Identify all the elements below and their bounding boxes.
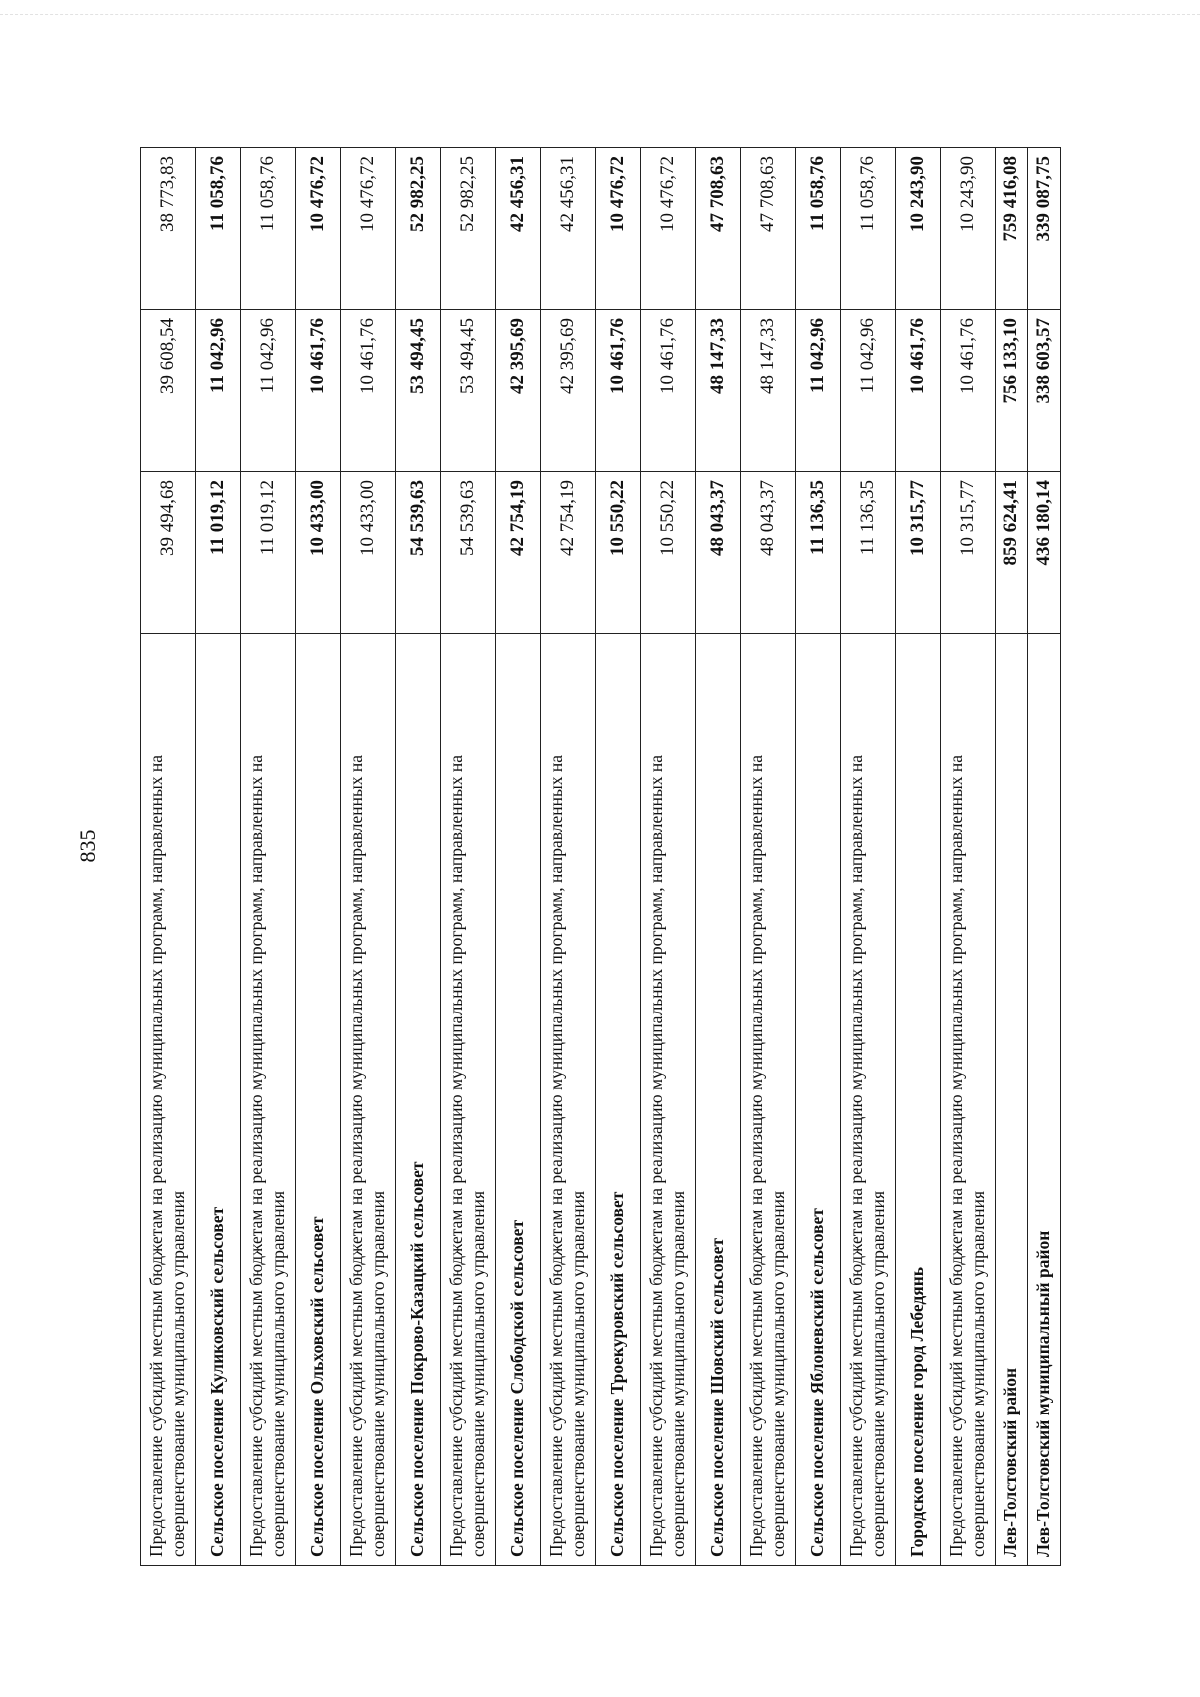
row-label: Городское поселение город Лебедянь (895, 634, 940, 1566)
row-value-2: 48 147,33 (740, 310, 795, 472)
table-row-settlement (395, 148, 440, 1566)
row-value-1: 10 550,22 (595, 472, 640, 634)
row-label: Предоставление субсидий местным бюджетам на реализацию муниципальных программ, направленных на совершенствование муниципального управления (340, 634, 395, 1566)
table-row-settlement (895, 148, 940, 1566)
table-row-description (340, 148, 395, 1566)
row-value-1: 11 136,35 (840, 472, 895, 634)
table-row-description (640, 148, 695, 1566)
row-label: Сельское поселение Покрово-Казацкий сельсовет (395, 634, 440, 1566)
row-value-1: 54 539,63 (395, 472, 440, 634)
row-value-3: 11 058,76 (240, 148, 295, 310)
row-label: Лев-Толстовский муниципальный район (1028, 634, 1061, 1566)
row-label: Предоставление субсидий местным бюджетам на реализацию муниципальных программ, направленных на совершенствование муниципального управления (940, 634, 995, 1566)
row-value-2: 10 461,76 (940, 310, 995, 472)
row-value-1: 10 433,00 (340, 472, 395, 634)
row-value-3: 339 087,75 (1028, 148, 1061, 310)
row-value-3: 42 456,31 (540, 148, 595, 310)
row-value-2: 10 461,76 (640, 310, 695, 472)
row-value-2: 10 461,76 (340, 310, 395, 472)
row-value-1: 11 019,12 (240, 472, 295, 634)
table-row-settlement (196, 148, 241, 1566)
row-value-1: 10 315,77 (940, 472, 995, 634)
row-value-3: 10 243,90 (940, 148, 995, 310)
table-row-description (141, 148, 196, 1566)
table-row-description (240, 148, 295, 1566)
row-value-3: 47 708,63 (740, 148, 795, 310)
row-label: Сельское поселение Шовский сельсовет (695, 634, 740, 1566)
row-value-1: 42 754,19 (540, 472, 595, 634)
row-value-3: 11 058,76 (196, 148, 241, 310)
row-value-3: 42 456,31 (495, 148, 540, 310)
row-value-3: 10 476,72 (340, 148, 395, 310)
row-label: Сельское поселение Куликовский сельсовет (196, 634, 241, 1566)
row-value-2: 11 042,96 (196, 310, 241, 472)
row-value-2: 53 494,45 (395, 310, 440, 472)
budget-table (140, 147, 1061, 1566)
table-row-settlement (296, 148, 341, 1566)
row-value-2: 42 395,69 (495, 310, 540, 472)
row-value-3: 38 773,83 (141, 148, 196, 310)
table-row-settlement (695, 148, 740, 1566)
row-label: Предоставление субсидий местным бюджетам на реализацию муниципальных программ, направленных на совершенствование муниципального управления (240, 634, 295, 1566)
row-value-2: 39 608,54 (141, 310, 196, 472)
row-value-3: 11 058,76 (840, 148, 895, 310)
row-value-2: 338 603,57 (1028, 310, 1061, 472)
table-row-settlement (595, 148, 640, 1566)
row-value-1: 10 433,00 (296, 472, 341, 634)
row-value-1: 48 043,37 (695, 472, 740, 634)
row-value-1: 859 624,41 (995, 472, 1028, 634)
row-value-3: 10 476,72 (640, 148, 695, 310)
row-label: Предоставление субсидий местным бюджетам на реализацию муниципальных программ, направленных на совершенствование муниципального управления (540, 634, 595, 1566)
row-value-3: 47 708,63 (695, 148, 740, 310)
row-value-1: 11 136,35 (795, 472, 840, 634)
row-value-2: 10 461,76 (595, 310, 640, 472)
row-value-1: 54 539,63 (440, 472, 495, 634)
row-value-3: 52 982,25 (440, 148, 495, 310)
row-value-1: 39 494,68 (141, 472, 196, 634)
row-value-2: 10 461,76 (296, 310, 341, 472)
row-value-2: 756 133,10 (995, 310, 1028, 472)
row-value-1: 10 315,77 (895, 472, 940, 634)
scan-edge-line (0, 14, 1200, 15)
row-value-2: 11 042,96 (240, 310, 295, 472)
row-label: Предоставление субсидий местным бюджетам на реализацию муниципальных программ, направленных на совершенствование муниципального управления (740, 634, 795, 1566)
row-label: Лев-Толстовский район (995, 634, 1028, 1566)
row-label: Предоставление субсидий местным бюджетам на реализацию муниципальных программ, направленных на совершенствование муниципального управления (440, 634, 495, 1566)
table-row-description (740, 148, 795, 1566)
row-label: Предоставление субсидий местным бюджетам на реализацию муниципальных программ, направленных на совершенствование муниципального управления (141, 634, 196, 1566)
table-row-description (940, 148, 995, 1566)
row-value-1: 48 043,37 (740, 472, 795, 634)
row-value-3: 10 243,90 (895, 148, 940, 310)
page-number: 835 (75, 829, 100, 863)
row-value-2: 48 147,33 (695, 310, 740, 472)
table-row-settlement (795, 148, 840, 1566)
table-row-description (540, 148, 595, 1566)
table-row-total (995, 148, 1028, 1566)
row-value-1: 11 019,12 (196, 472, 241, 634)
row-label: Сельское поселение Яблоневский сельсовет (795, 634, 840, 1566)
row-label: Предоставление субсидий местным бюджетам на реализацию муниципальных программ, направленных на совершенствование муниципального управления (640, 634, 695, 1566)
row-value-3: 10 476,72 (595, 148, 640, 310)
row-label: Предоставление субсидий местным бюджетам на реализацию муниципальных программ, направленных на совершенствование муниципального управления (840, 634, 895, 1566)
row-value-2: 53 494,45 (440, 310, 495, 472)
row-value-3: 759 416,08 (995, 148, 1028, 310)
row-value-3: 52 982,25 (395, 148, 440, 310)
row-value-1: 42 754,19 (495, 472, 540, 634)
row-value-2: 42 395,69 (540, 310, 595, 472)
row-value-2: 11 042,96 (795, 310, 840, 472)
row-value-1: 436 180,14 (1028, 472, 1061, 634)
budget-table-body (141, 148, 1061, 1566)
table-row-description (840, 148, 895, 1566)
row-label: Сельское поселение Ольховский сельсовет (296, 634, 341, 1566)
row-value-2: 11 042,96 (840, 310, 895, 472)
row-value-3: 11 058,76 (795, 148, 840, 310)
row-value-1: 10 550,22 (640, 472, 695, 634)
row-label: Сельское поселение Троекуровский сельсовет (595, 634, 640, 1566)
rotated-page-content (140, 148, 1061, 1566)
table-row-settlement (495, 148, 540, 1566)
row-label: Сельское поселение Слободской сельсовет (495, 634, 540, 1566)
row-value-3: 10 476,72 (296, 148, 341, 310)
row-value-2: 10 461,76 (895, 310, 940, 472)
table-row-total (1028, 148, 1061, 1566)
table-row-description (440, 148, 495, 1566)
